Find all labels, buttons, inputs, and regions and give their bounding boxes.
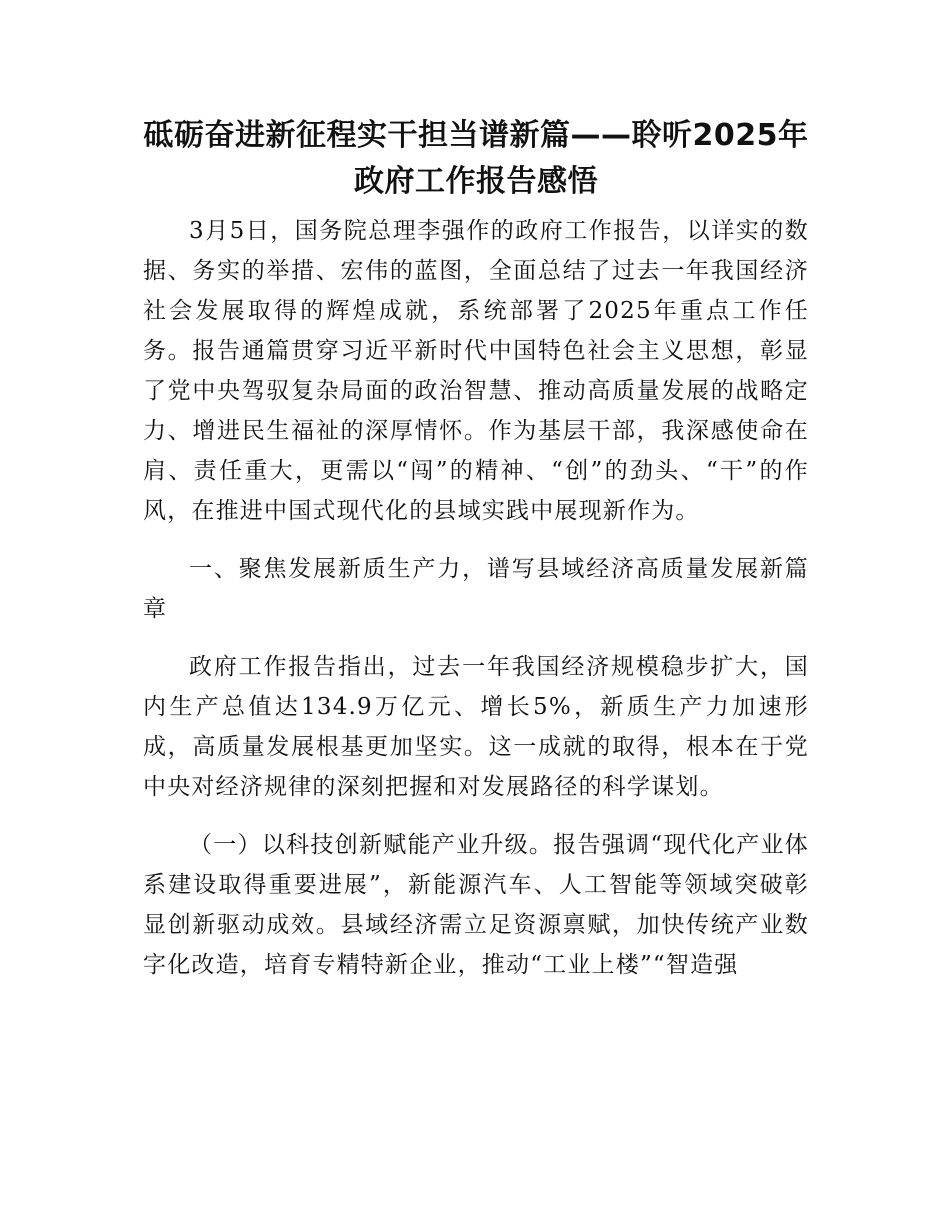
- paragraph-intro: 3月5日，国务院总理李强作的政府工作报告，以详实的数据、务实的举措、宏伟的蓝图，全面总结了过去一年我国经济社会发展取得的辉煌成就，系统部署了2025年重点工作任务。报告通篇贯穿习近平新时代中国特色社会主义思想，彰显了党中央驾驭复杂局面的政治智慧、推动高质量发展的战略定力、增进民生福祉的深厚情怀。作为基层干部，我深感使命在肩、责任重大，更需以“闯”的精神、“创”的劲头、“干”的作风，在推进中国式现代化的县域实践中展现新作为。: [143, 218, 809, 524]
- document-title: 砥砺奋进新征程实干担当谱新篇——聆听2025年政府工作报告感悟: [143, 118, 809, 199]
- paragraph-section-1: 政府工作报告指出，过去一年我国经济规模稳步扩大，国内生产总值达134.9万亿元、增长5%，新质生产力加速形成，高质量发展根基更加坚实。这一成就的取得，根本在于党中央对经济规律的深刻把握和对发展路径的科学谋划。: [143, 654, 809, 800]
- section-heading-1: 一、聚焦发展新质生产力，谱写县域经济高质量发展新篇章: [143, 556, 809, 622]
- paragraph-subsection-1: （一）以科技创新赋能产业升级。报告强调“现代化产业体系建设取得重要进展”，新能源汽车、人工智能等领域突破彰显创新驱动成效。县域经济需立足资源禀赋，加快传统产业数字化改造，培育专精特新企业，推动“工业上楼”“智造强: [143, 832, 809, 978]
- document-body: [143, 113, 809, 985]
